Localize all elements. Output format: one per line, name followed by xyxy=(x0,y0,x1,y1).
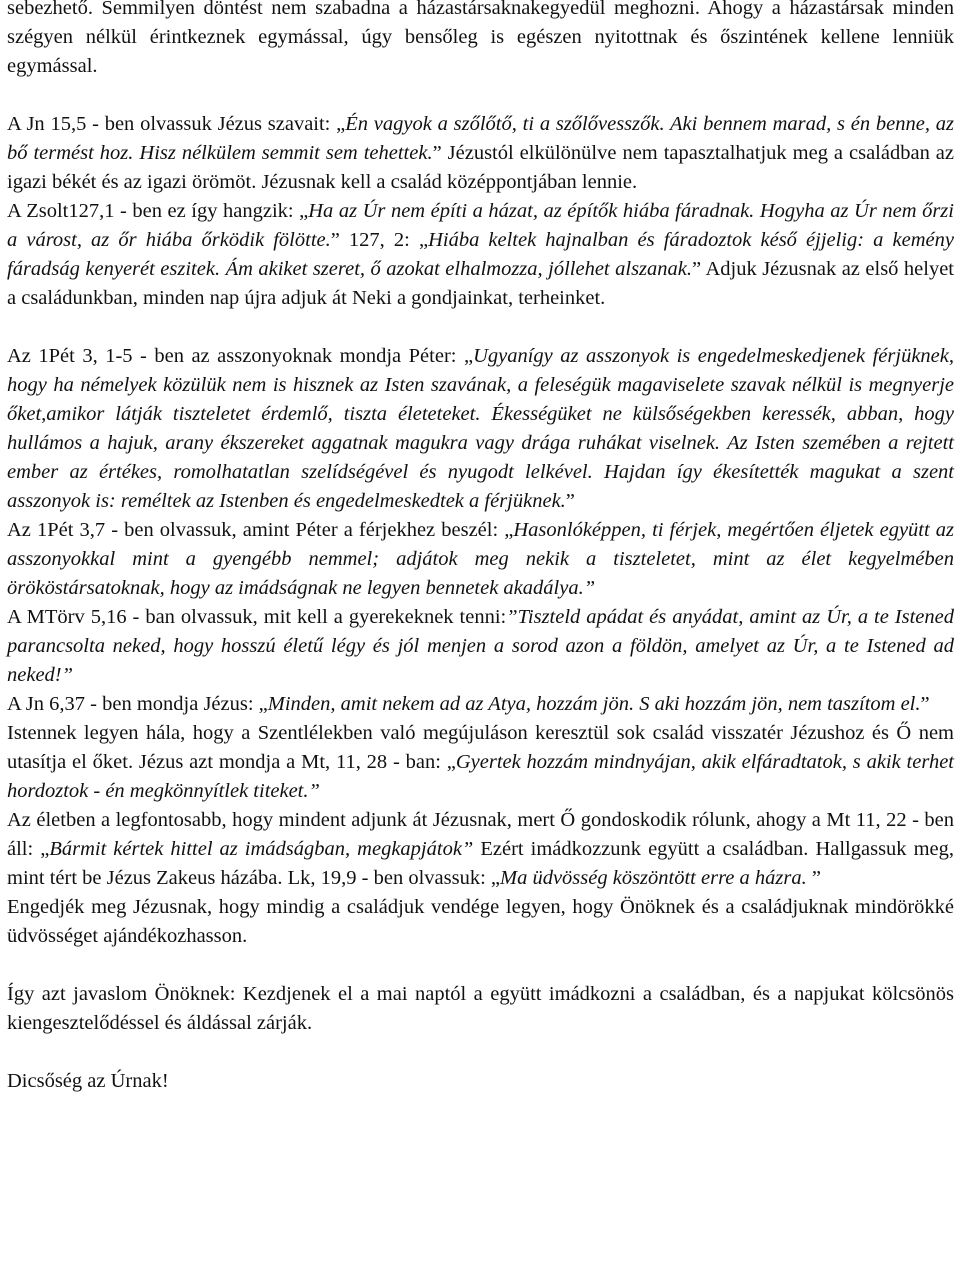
text-run: Engedjék meg Jézusnak, hogy mindig a családjuk vendége legyen, hogy Önöknek és a családjuknak mindörökké üdvösséget ajándékozhasson. xyxy=(7,896,954,947)
text-run: Így azt javaslom Önöknek: Kezdjenek el a mai naptól a együtt imádkozni a családban, és a napjukat kölcsönös kiengesztelődéssel és áldással zárják. xyxy=(7,983,954,1034)
paragraph-intro xyxy=(7,0,954,81)
paragraph-mtorv-5-16 xyxy=(7,603,954,690)
text-run: ” xyxy=(806,867,821,889)
paragraph-jn-6-37 xyxy=(7,690,954,719)
text-run: ” Jézustól elkülönülve nem tapasztalhatjuk meg a családban az igazi békét és az igazi örömöt. Jézusnak kell a család középpontjában lennie. xyxy=(7,142,954,193)
text-run: A MTörv 5,16 - ban olvassuk, mit kell a gyerekeknek tenni: xyxy=(7,606,507,628)
text-run: Dicsőség az Úrnak! xyxy=(7,1070,169,1092)
paragraph-zsolt-127 xyxy=(7,197,954,313)
quote-run: Ha az Úr nem építi a házat, az építők hiába fáradnak. Hogyha az Úr nem őrzi a várost, az őr hiába őrködik fölötte. xyxy=(7,200,954,251)
text-run: Az 1Pét 3,7 - ben olvassuk, amint Péter a férjekhez beszél: „ xyxy=(7,519,514,541)
text-run: sebezhető. Semmilyen döntést nem szabadna a házastársaknakegyedül meghozni. Ahogy a házastársak minden szégyen nélkül érintkeznek egymással, úgy bensőleg is egészen nyitottnak és őszintének kellene lenniük egymással. xyxy=(7,0,954,77)
quote-run: Hiába keltek hajnalban és fáradoztok késő éjjelig: a kemény fáradság kenyerét eszitek. Ám akiket szeret, ő azokat elhalmozza, jóllehet alszanak. xyxy=(7,229,954,280)
text-run: Istennek legyen hála, hogy a Szentlélekben való megújuláson keresztül sok család visszatér Jézushoz és Ő nem utasítja el őket. Jézus azt mondja a Mt, 11, 28 - ban: „ xyxy=(7,722,954,773)
quote-run: Ugyanígy az asszonyok is engedelmeskedjenek férjüknek, hogy ha némelyek közülük nem is hisznek az Isten szavának, a feleségük magaviselete szavak nélkül is megnyerje őket,amikor látják tiszteletet érdemlő, tiszta életeteket. Ékességüket ne külsőségekben keressék, abban, hogy hullámos a hajuk, arany ékszereket aggatnak magukra vagy drága ruhákat viselnek. Az Isten szemében a rejtett ember az értékes, romolhatatlan szelídségével és nyugodt lelkével. Hajdan így ékesítették magukat a szent asszonyok is: reméltek az Istenben és engedelmeskedtek a férjüknek. xyxy=(7,345,954,512)
quote-run: Bármit kértek hittel az imádságban, megkapjátok” xyxy=(49,838,474,860)
paragraph-mt-11-22 xyxy=(7,806,954,893)
quote-run: Minden, amit nekem ad az Atya, hozzám jön. S aki hozzám jön, nem taszítom el. xyxy=(267,693,921,715)
text-run: Az életben a legfontosabb, hogy mindent adjunk át Jézusnak, mert Ő gondoskodik rólunk, ahogy a Mt 11, 22 - ben áll: „ xyxy=(7,809,954,860)
paragraph-javaslom xyxy=(7,980,954,1038)
quote-run: Ma üdvösség köszöntött erre a házra. xyxy=(500,867,807,889)
text-run: ” xyxy=(920,693,930,715)
closing-line xyxy=(7,1067,954,1096)
text-run: Ezért imádkozzunk együtt a családban. Hallgassuk meg, mint tért be Jézus Zakeus házába. Lk, 19,9 - ben olvassuk: „ xyxy=(7,838,954,889)
text-run: A Zsolt127,1 - ben ez így hangzik: „ xyxy=(7,200,309,222)
paragraph-1pet-3-7 xyxy=(7,516,954,603)
text-run: ” Adjuk Jézusnak az első helyet a családunkban, minden nap újra adjuk át Neki a gondjainkat, terheinket. xyxy=(7,258,955,309)
quote-run: Én vagyok a szőlőtő, ti a szőlővesszők. Aki bennem marad, s én benne, az bő termést hoz. Hisz nélkülem semmit sem tehettek. xyxy=(7,113,954,164)
paragraph-engedjek xyxy=(7,893,954,951)
quote-run: Hasonlóképpen, ti férjek, megértően éljetek együtt az asszonyokkal mint a gyengébb nemmel; adjátok meg nekik a tiszteletet, mint az élet kegyelmében örököstársatoknak, hogy az imádságnak ne legyen bennetek akadálya.” xyxy=(7,519,954,599)
text-run: A Jn 6,37 - ben mondja Jézus: „ xyxy=(7,693,268,715)
text-run: ” xyxy=(565,490,575,512)
text-run: Az 1Pét 3, 1-5 - ben az asszonyoknak mondja Péter: „ xyxy=(7,345,474,367)
quote-run: ”Tiszteld apádat és anyádat, amint az Úr, a te Istened parancsolta neked, hogy hosszú életű légy és jól menjen a sorod azon a földön, amelyet az Úr, a te Istened ad neked!” xyxy=(7,606,954,686)
paragraph-mt-11-28 xyxy=(7,719,954,806)
text-run: ” 127, 2: „ xyxy=(330,229,429,251)
text-run: A Jn 15,5 - ben olvassuk Jézus szavait: „ xyxy=(7,113,346,135)
paragraph-jn-15-5 xyxy=(7,110,954,197)
paragraph-1pet-3-1 xyxy=(7,342,954,516)
quote-run: Gyertek hozzám mindnyájan, akik elfáradtatok, s akik terhet hordoztok - én megkönnyítlek titeket.” xyxy=(7,751,954,802)
